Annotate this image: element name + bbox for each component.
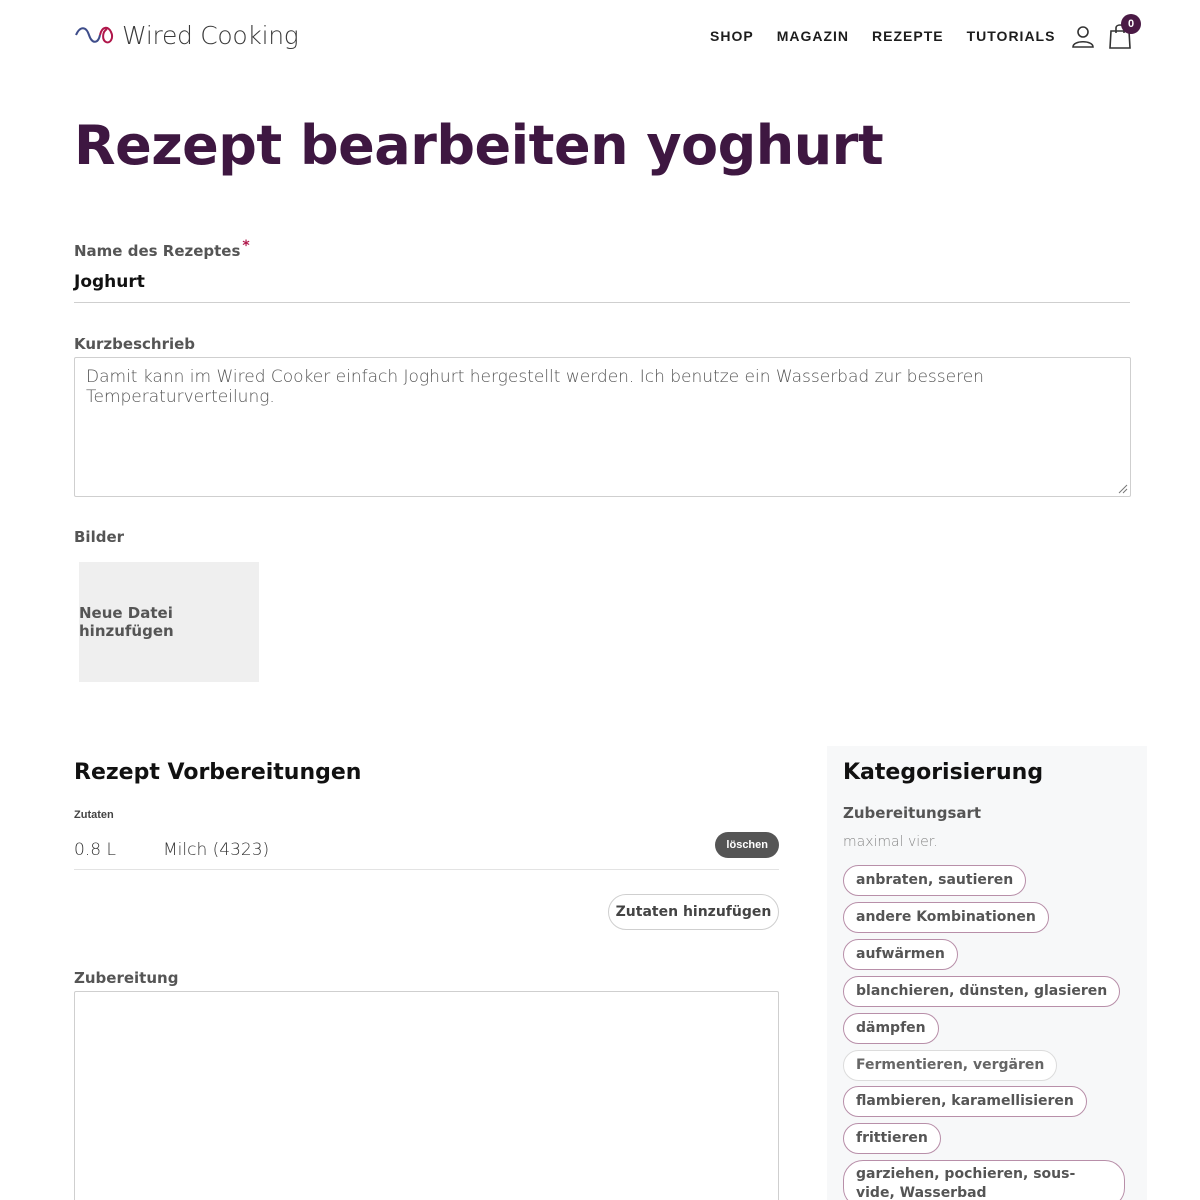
site-header <box>0 0 1200 76</box>
ingredient-quantity: 0.8 L <box>74 840 116 860</box>
preparation-type-hint: maximal vier. <box>843 834 938 850</box>
nav-tutorials[interactable]: TUTORIALS <box>966 28 1056 44</box>
nav-magazin[interactable]: MAGAZIN <box>776 28 850 44</box>
recipe-name-input[interactable]: Joghurt <box>74 272 145 292</box>
brand-logo[interactable] <box>74 20 298 50</box>
description-textarea[interactable] <box>74 357 1131 497</box>
ingredient-name: Milch (4323) <box>163 840 270 860</box>
tag-option[interactable]: anbraten, sautieren <box>843 865 1026 896</box>
nav-shop[interactable]: SHOP <box>710 28 754 44</box>
add-file-button[interactable]: Neue Datei hinzufügen <box>79 562 259 682</box>
nav-rezepte[interactable]: REZEPTE <box>872 28 944 44</box>
method-label: Zubereitung <box>74 969 179 987</box>
resize-grip-icon[interactable] <box>1118 484 1128 494</box>
brand-name: Wired Cooking <box>122 20 299 50</box>
name-label <box>74 238 250 260</box>
ingredient-row <box>74 832 779 870</box>
description-text: Damit kann im Wired Cooker einfach Joghurt hergestellt werden. Ich benutze ein Wasserbad zur besseren Temperaturverteilung. <box>86 367 984 407</box>
delete-ingredient-button[interactable]: löschen <box>715 832 779 858</box>
tag-option[interactable]: Fermentieren, vergären <box>843 1050 1057 1081</box>
categorization-title: Kategorisierung <box>843 760 1044 785</box>
description-label: Kurzbeschrieb <box>74 335 196 353</box>
tag-option[interactable]: garziehen, pochieren, sous-vide, Wasserbad <box>843 1160 1125 1200</box>
name-label-text: Name des Rezeptes <box>74 242 241 260</box>
add-ingredients-button[interactable]: Zutaten hinzufügen <box>608 894 779 930</box>
page-title: Rezept bearbeiten yoghurt <box>74 114 884 177</box>
tag-option[interactable]: andere Kombinationen <box>843 902 1049 933</box>
main-nav <box>710 28 1078 44</box>
tag-option[interactable]: flambieren, karamellisieren <box>843 1086 1087 1117</box>
name-field-underline <box>74 302 1130 303</box>
required-marker: * <box>242 238 250 254</box>
preparation-title: Rezept Vorbereitungen <box>74 760 362 785</box>
method-textarea[interactable] <box>74 991 779 1200</box>
user-icon[interactable] <box>1071 24 1095 48</box>
tag-option[interactable]: dämpfen <box>843 1013 939 1044</box>
preparation-type-label: Zubereitungsart <box>843 804 982 822</box>
cart-count-badge: 0 <box>1121 14 1141 34</box>
wave-logo-icon <box>74 20 118 50</box>
tag-option[interactable]: frittieren <box>843 1123 941 1154</box>
categorization-panel <box>827 746 1147 1200</box>
tag-option[interactable]: blanchieren, dünsten, glasieren <box>843 976 1120 1007</box>
tag-option[interactable]: aufwärmen <box>843 939 958 970</box>
images-label: Bilder <box>74 528 125 546</box>
ingredients-label: Zutaten <box>74 809 114 821</box>
